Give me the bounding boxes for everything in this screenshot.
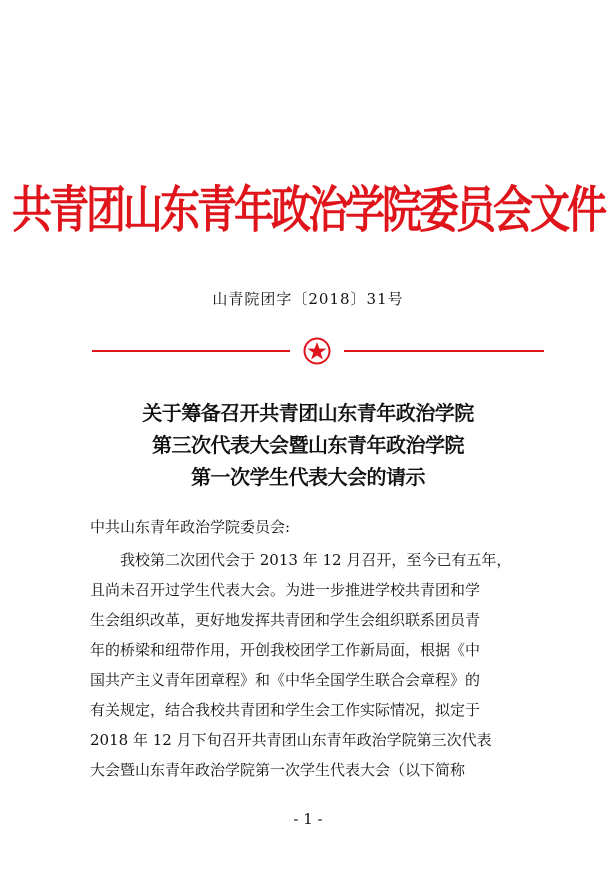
body-line: 年的桥梁和纽带作用，开创我校团学工作新局面，根据《中: [90, 641, 481, 659]
star-emblem-icon: [303, 337, 331, 365]
header-divider-right: [344, 350, 544, 352]
document-header-title: 共青团山东青年政治学院委员会文件: [12, 182, 604, 240]
page-number: - 1 -: [293, 810, 323, 828]
header-divider-left: [92, 350, 290, 352]
salutation: 中共山东青年政治学院委员会:: [90, 518, 291, 536]
body-line: 大会暨山东青年政治学院第一次学生代表大会（以下简称: [90, 761, 466, 779]
subject-line: 第一次学生代表大会的请示: [191, 465, 425, 489]
body-line: 我校第二次团代会于 2013 年 12 月召开，至今已有五年，: [120, 551, 512, 569]
document-body: [90, 545, 546, 785]
body-line: 有关规定，结合我校共青团和学生会工作实际情况，拟定于: [90, 701, 481, 719]
body-line: 2018 年 12 月下旬召开共青团山东青年政治学院第三次代表: [90, 731, 492, 749]
body-line: 且尚未召开过学生代表大会。为进一步推进学校共青团和学: [90, 581, 481, 599]
body-line: 生会组织改革，更好地发挥共青团和学生会组织联系团员青: [90, 611, 481, 629]
body-line: 国共产主义青年团章程》和《中华全国学生联合会章程》的: [90, 671, 481, 689]
document-subject: [0, 397, 616, 493]
document-number: 山青院团字〔2018〕31号: [212, 290, 404, 308]
subject-line: 第三次代表大会暨山东青年政治学院: [152, 433, 464, 457]
subject-line: 关于筹备召开共青团山东青年政治学院: [142, 401, 474, 425]
